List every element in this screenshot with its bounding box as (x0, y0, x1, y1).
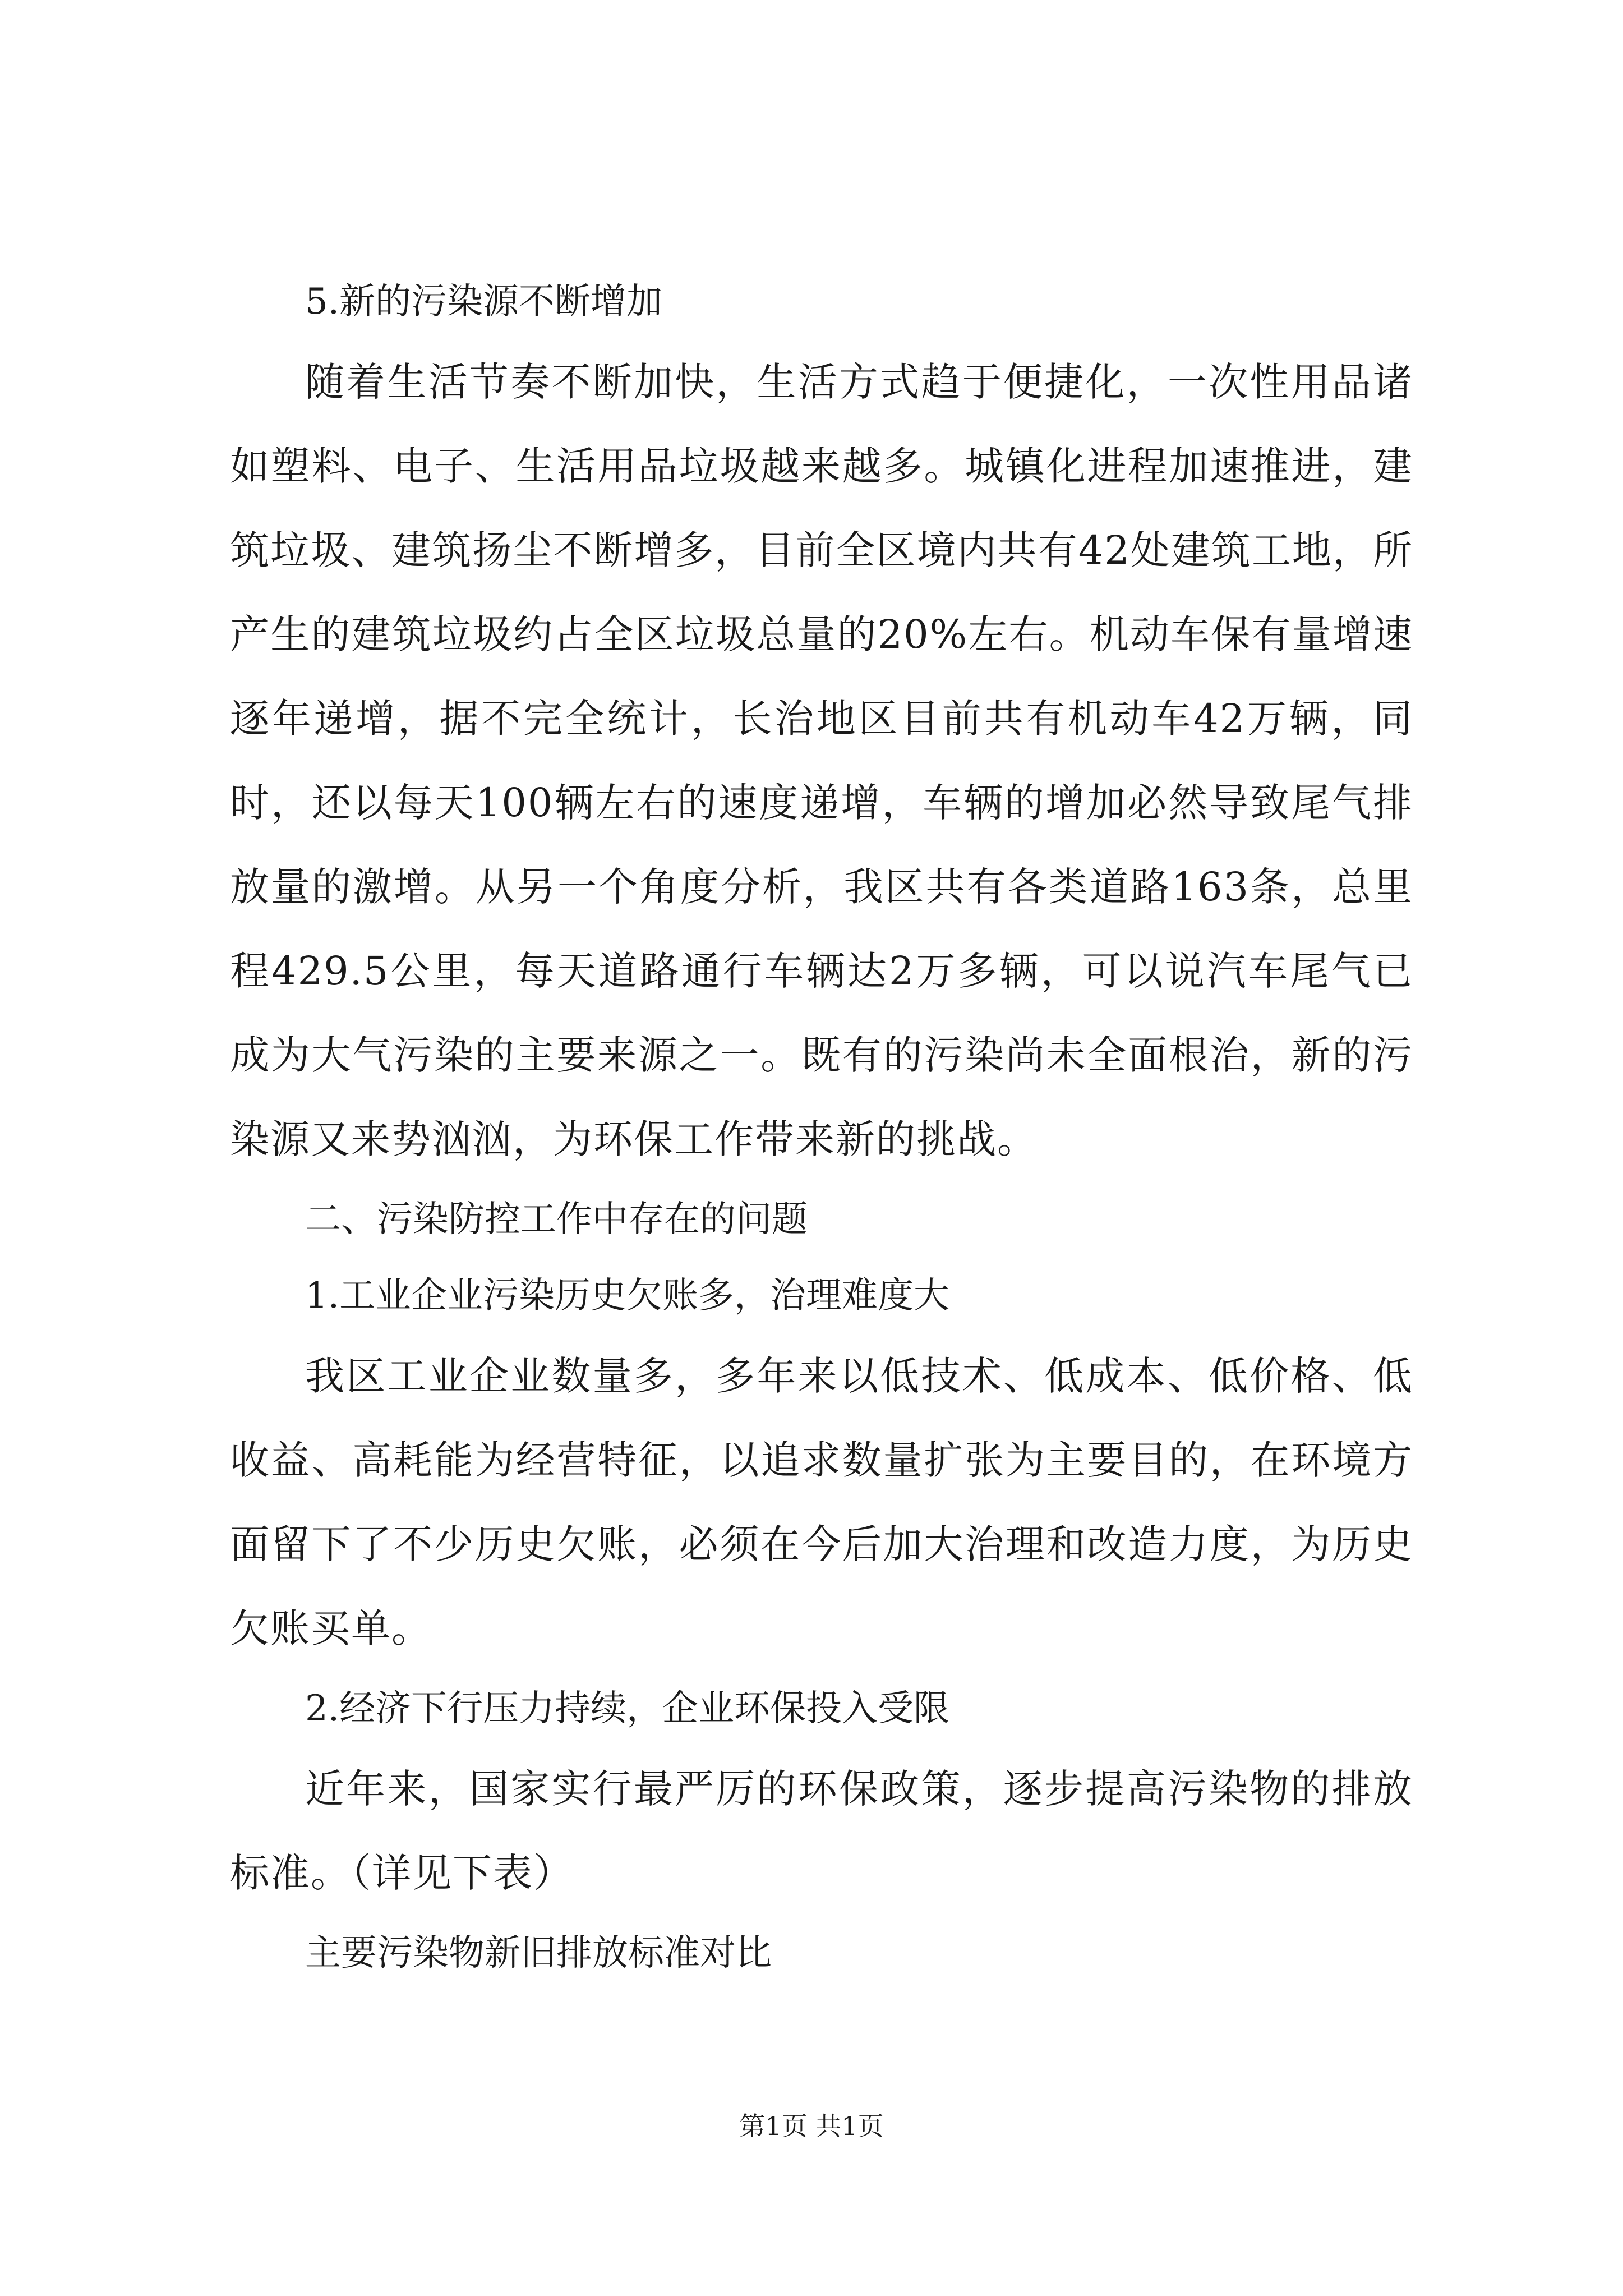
page-footer: 第1页 共1页 (739, 2111, 884, 2141)
section-heading-problems: 二、污染防控工作中存在的问题 (305, 1199, 808, 1240)
document-body (230, 264, 1413, 1991)
section-heading-new-pollution-sources: 5.新的污染源不断增加 (305, 281, 663, 323)
paragraph-new-pollution-sources: 随着生活节奏不断加快，生活方式趋于便捷化，一次性用品诸如塑料、电子、生活用品垃圾越来越多。城镇化进程加速推进，建筑垃圾、建筑扬尘不断增多，目前全区境内共有42处建筑工地，所产生的建筑垃圾约占全区垃圾总量的20%左右。机动车保有量增速逐年递增，据不完全统计，长治地区目前共有机动车42万辆，同时，还以每天100辆左右的速度递增，车辆的增加必然导致尾气排放量的激增。从另一个角度分析，我区共有各类道路163条，总里程429.5公里，每天道路通行车辆达2万多辆，可以说汽车尾气已成为大气污染的主要来源之一。既有的污染尚未全面根治，新的污染源又来势汹汹，为环保工作带来新的挑战。 (230, 359, 1413, 1162)
subheading-economic-pressure: 2.经济下行压力持续，企业环保投入受限 (305, 1688, 950, 1729)
table-caption-emission-comparison: 主要污染物新旧排放标准对比 (305, 1932, 772, 1974)
subheading-industrial-pollution: 1.工业企业污染历史欠账多，治理难度大 (305, 1275, 950, 1317)
paragraph-emission-standards: 近年来，国家实行最严厉的环保政策，逐步提高污染物的排放标准。（详见下表） (230, 1766, 1413, 1896)
paragraph-industrial-pollution: 我区工业企业数量多，多年来以低技术、低成本、低价格、低收益、高耗能为经营特征，以追求数量扩张为主要目的，在环境方面留下了不少历史欠账，必须在今后加大治理和改造力度，为历史欠账买单。 (230, 1353, 1413, 1651)
